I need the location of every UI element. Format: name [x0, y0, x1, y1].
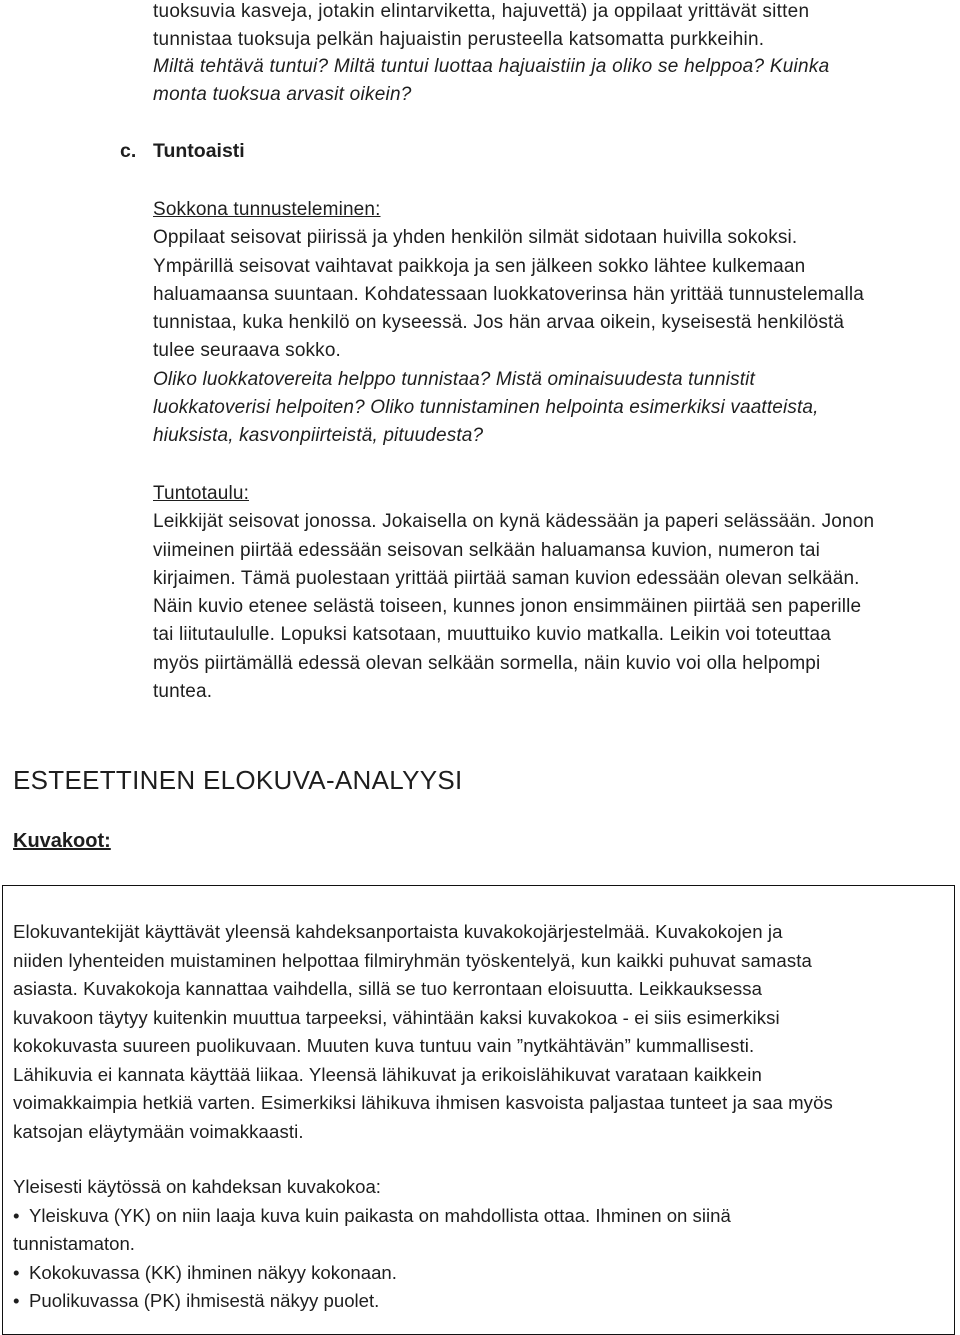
analysis-subtitle: Kuvakoot:	[13, 830, 111, 852]
size-list	[13, 1173, 731, 1316]
list-intro: Yleisesti käytössä on kahdeksan kuvakokoa:	[13, 1176, 381, 1197]
analysis-title: ESTEETTINEN ELOKUVA-ANALYYSI	[13, 765, 463, 795]
section-c-heading	[120, 140, 245, 163]
section-c-number: c.	[120, 140, 137, 162]
list-item-continuation: tunnistamaton.	[13, 1233, 135, 1254]
tuntotaulu-line: tai liitutaululle. Lopuksi katsotaan, muuttuiko kuvio matkalla. Leikin voi toteuttaa	[153, 624, 831, 646]
tuntotaulu-heading: Tuntotaulu:	[153, 483, 250, 504]
tuntotaulu-line: viimeinen piirtää edessään seisovan selkään haluamansa kuvion, numeron tai	[153, 539, 820, 561]
top-line-2: tunnistaa tuoksuja pelkän hajuaistin perusteella katsomatta purkkeihin.	[153, 28, 765, 50]
list-item: • Kokokuvassa (KK) ihminen näkyy kokonaan.	[13, 1259, 731, 1288]
box-line: katsojan eläytymään voimakkaasti.	[13, 1120, 304, 1142]
sokkona-line: Oppilaat seisovat piirissä ja yhden henkilön silmät sidotaan huivilla sokoksi.	[153, 227, 798, 249]
box-line: Lähikuvia ei kannata käyttää liikaa. Yleensä lähikuvat ja erikoislähikuvat varataan kaikkein	[13, 1063, 762, 1085]
sokkona-line: haluamaansa suuntaan. Kohdatessaan luokkatoverinsa hän yrittää tunnustelemalla	[153, 283, 864, 305]
bullet-icon: •	[13, 1204, 20, 1226]
section-c-title: Tuntoaisti	[153, 140, 245, 162]
top-paragraph	[153, 0, 829, 108]
sokkona-line: tunnistaa, kuka henkilö on kyseessä. Jos hän arvaa oikein, kyseisestä henkilöstä	[153, 312, 845, 334]
top-question-line-2: monta tuoksua arvasit oikein?	[153, 83, 412, 105]
tuntotaulu-line: Näin kuvio etenee selästä toiseen, kunnes jonon ensimmäinen piirtää sen paperille	[153, 596, 862, 618]
sokkona-question: luokkatoverisi helpoiten? Oliko tunnistaminen helpointa esimerkiksi vaatteista,	[153, 397, 819, 419]
box-paragraph	[13, 918, 833, 1146]
tuntotaulu-line: Leikkijät seisovat jonossa. Jokaisella on kynä kädessään ja paperi selässään. Jonon	[153, 511, 875, 533]
sokkona-heading: Sokkona tunnusteleminen:	[153, 199, 381, 220]
box-line: voimakkaimpia hetkiä varten. Esimerkiksi lähikuva ihmisen kasvoista paljastaa tunteet ja saa myös	[13, 1092, 833, 1113]
sokkona-section	[153, 196, 864, 451]
box-line: Elokuvantekijät käyttävät yleensä kahdeksanportaista kuvakokojärjestelmää. Kuvakokojen ja	[13, 921, 783, 942]
tuntotaulu-line: tuntea.	[153, 681, 213, 703]
box-line: kuvakoon täytyy kuitenkin muuttua tarpeeksi, vähintään kaksi kuvakokoa - ei siis esimerkiksi	[13, 1006, 780, 1028]
list-item: • Yleiskuva (YK) on niin laaja kuva kuin paikasta on mahdollista ottaa. Ihminen on siinä	[13, 1202, 731, 1231]
box-line: kokokuvasta suureen puolikuvaan. Muuten kuva tuntuu vain ”nytkähtävän” kummallisesti.	[13, 1035, 755, 1056]
sokkona-line: Ympärillä seisovat vaihtavat paikkoja ja sen jälkeen sokko lähtee kulkemaan	[153, 255, 806, 277]
bullet-icon: •	[13, 1290, 20, 1311]
sokkona-question: Oliko luokkatovereita helppo tunnistaa? Mistä ominaisuudesta tunnistit	[153, 368, 755, 390]
top-line-1: tuoksuvia kasveja, jotakin elintarviketta, hajuvettä) ja oppilaat yrittävät sitten	[153, 1, 810, 22]
bullet-icon: •	[13, 1261, 20, 1283]
box-line: niiden lyhenteiden muistaminen helpottaa filmiryhmän työskentelyä, kun kaikki puhuvat samasta	[13, 949, 812, 971]
top-question-line-1: Miltä tehtävä tuntui? Miltä tuntui luottaa hajuaistiin ja oliko se helppoa? Kuinka	[153, 56, 830, 77]
tuntotaulu-section	[153, 480, 874, 706]
tuntotaulu-line: myös piirtämällä edessä olevan selkään sormella, näin kuvio voi olla helpompi	[153, 652, 821, 674]
list-item: • Puolikuvassa (PK) ihmisestä näkyy puolet.	[13, 1287, 731, 1316]
box-line: asiasta. Kuvakokoja kannattaa vaihdella, sillä se tuo kerrontaan eloisuutta. Leikkauksessa	[13, 978, 763, 999]
sokkona-line: tulee seuraava sokko.	[153, 340, 341, 362]
tuntotaulu-line: kirjaimen. Tämä puolestaan yrittää piirtää saman kuvion edessään olevan selkään.	[153, 567, 860, 589]
sokkona-question: hiuksista, kasvonpiirteistä, pituudesta?	[153, 425, 484, 447]
